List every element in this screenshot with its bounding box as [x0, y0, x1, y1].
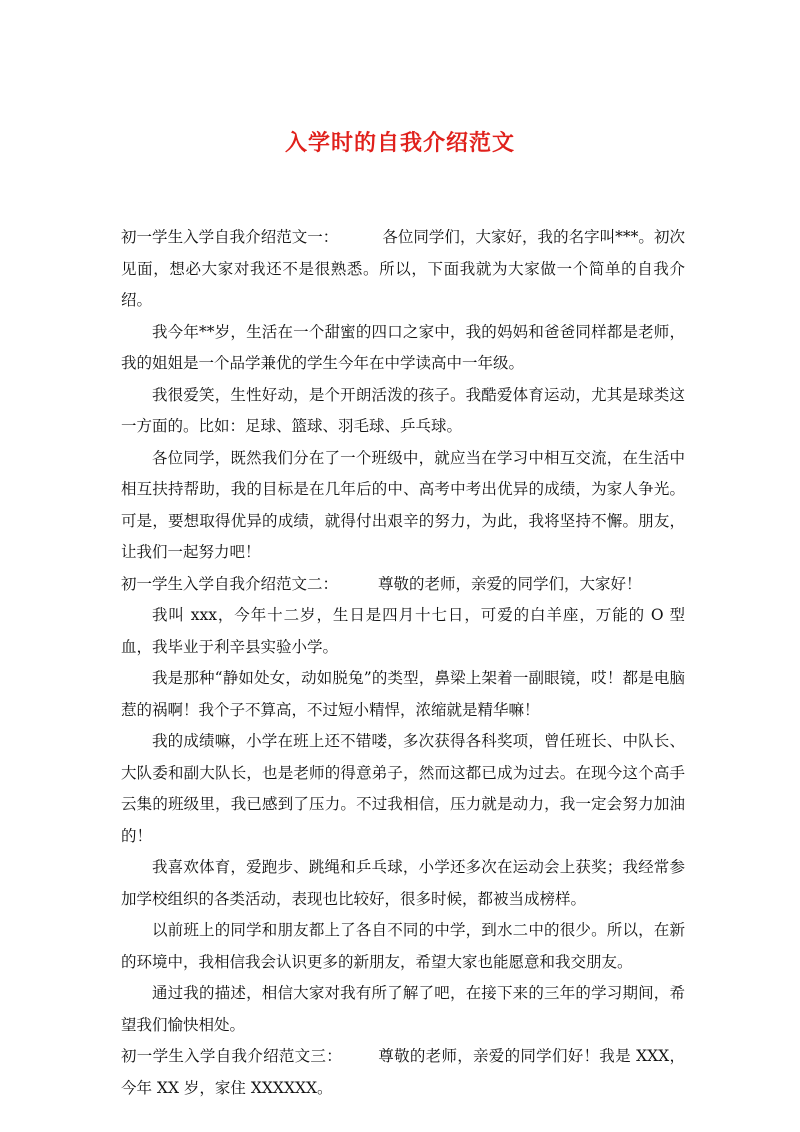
- section-2-paragraph: 我喜欢体育，爱跑步、跳绳和乒乓球，小学还多次在运动会上获奖；我经常参加学校组织的各类活动，表现也比较好，很多时候，都被当成榜样。: [121, 858, 685, 908]
- section-2-heading: 初一学生入学自我介绍范文二：: [121, 574, 339, 593]
- section-1-opening: [121, 222, 685, 317]
- section-3-greeting: 尊敬的老师，亲爱的同学们好！我是 XXX，今年 XX 岁，家住 XXXXXX。: [121, 1047, 685, 1097]
- section-2-paragraph: 我是那种“静如处女，动如脱兔”的类型，鼻梁上架着一副眼镜，哎！都是电脑惹的祸啊！我个子不算高，不过短小精悍，浓缩就是精华嘛！: [121, 669, 685, 719]
- section-2-paragraph: 我的成绩嘛，小学在班上还不错喽，多次获得各科奖项，曾任班长、中队长、大队委和副大队长，也是老师的得意弟子，然而这都已成为过去。在现今这个高手云集的班级里，我已感到了压力。不过我相信，压力就是动力，我一定会努力加油的！: [121, 732, 685, 845]
- section-1-paragraph: 我今年**岁，生活在一个甜蜜的四口之家中，我的妈妈和爸爸同样都是老师，我的姐姐是一个品学兼优的学生今年在中学读高中一年级。: [121, 322, 685, 372]
- section-2-paragraph: 以前班上的同学和朋友都上了各自不同的中学，到水二中的很少。所以，在新的环境中，我相信我会认识更多的新朋友，希望大家也能愿意和我交朋友。: [121, 921, 685, 971]
- section-3-opening: [121, 1041, 685, 1104]
- section-3-heading: 初一学生入学自我介绍范文三：: [121, 1047, 343, 1065]
- section-1-paragraph: 我很爱笑，生性好动，是个开朗活泼的孩子。我酷爱体育运动，尤其是球类这一方面的。比如：足球、篮球、羽毛球、乒乓球。: [121, 385, 685, 435]
- section-2-paragraph: 通过我的描述，相信大家对我有所了解了吧，在接下来的三年的学习期间，希望我们愉快相处。: [121, 984, 685, 1034]
- section-1-heading: 初一学生入学自我介绍范文一：: [121, 228, 339, 246]
- section-2-greeting: 尊敬的老师，亲爱的同学们，大家好！: [378, 574, 642, 593]
- section-1-greeting: 各位同学们，大家好，我的名字叫***。初次见面，想必大家对我还不是很熟悉。所以，下面我就为大家做一个简单的自我介绍。: [121, 228, 685, 309]
- section-2-opening: [121, 569, 685, 601]
- section-1-paragraph: 各位同学，既然我们分在了一个班级中，就应当在学习中相互交流，在生活中相互扶持帮助，我的目标是在几年后的中、高考中考出优异的成绩，为家人争光。可是，要想取得优异的成绩，就得付出艰辛的努力，为此，我将坚持不懈。朋友，让我们一起努力吧！: [121, 448, 685, 561]
- section-2-paragraph: 我叫 xxx，今年十二岁，生日是四月十七日，可爱的白羊座，万能的 O 型血，我毕业于利辛县实验小学。: [121, 606, 685, 656]
- document-body: [121, 222, 685, 1104]
- document-title: 入学时的自我介绍范文: [284, 130, 515, 156]
